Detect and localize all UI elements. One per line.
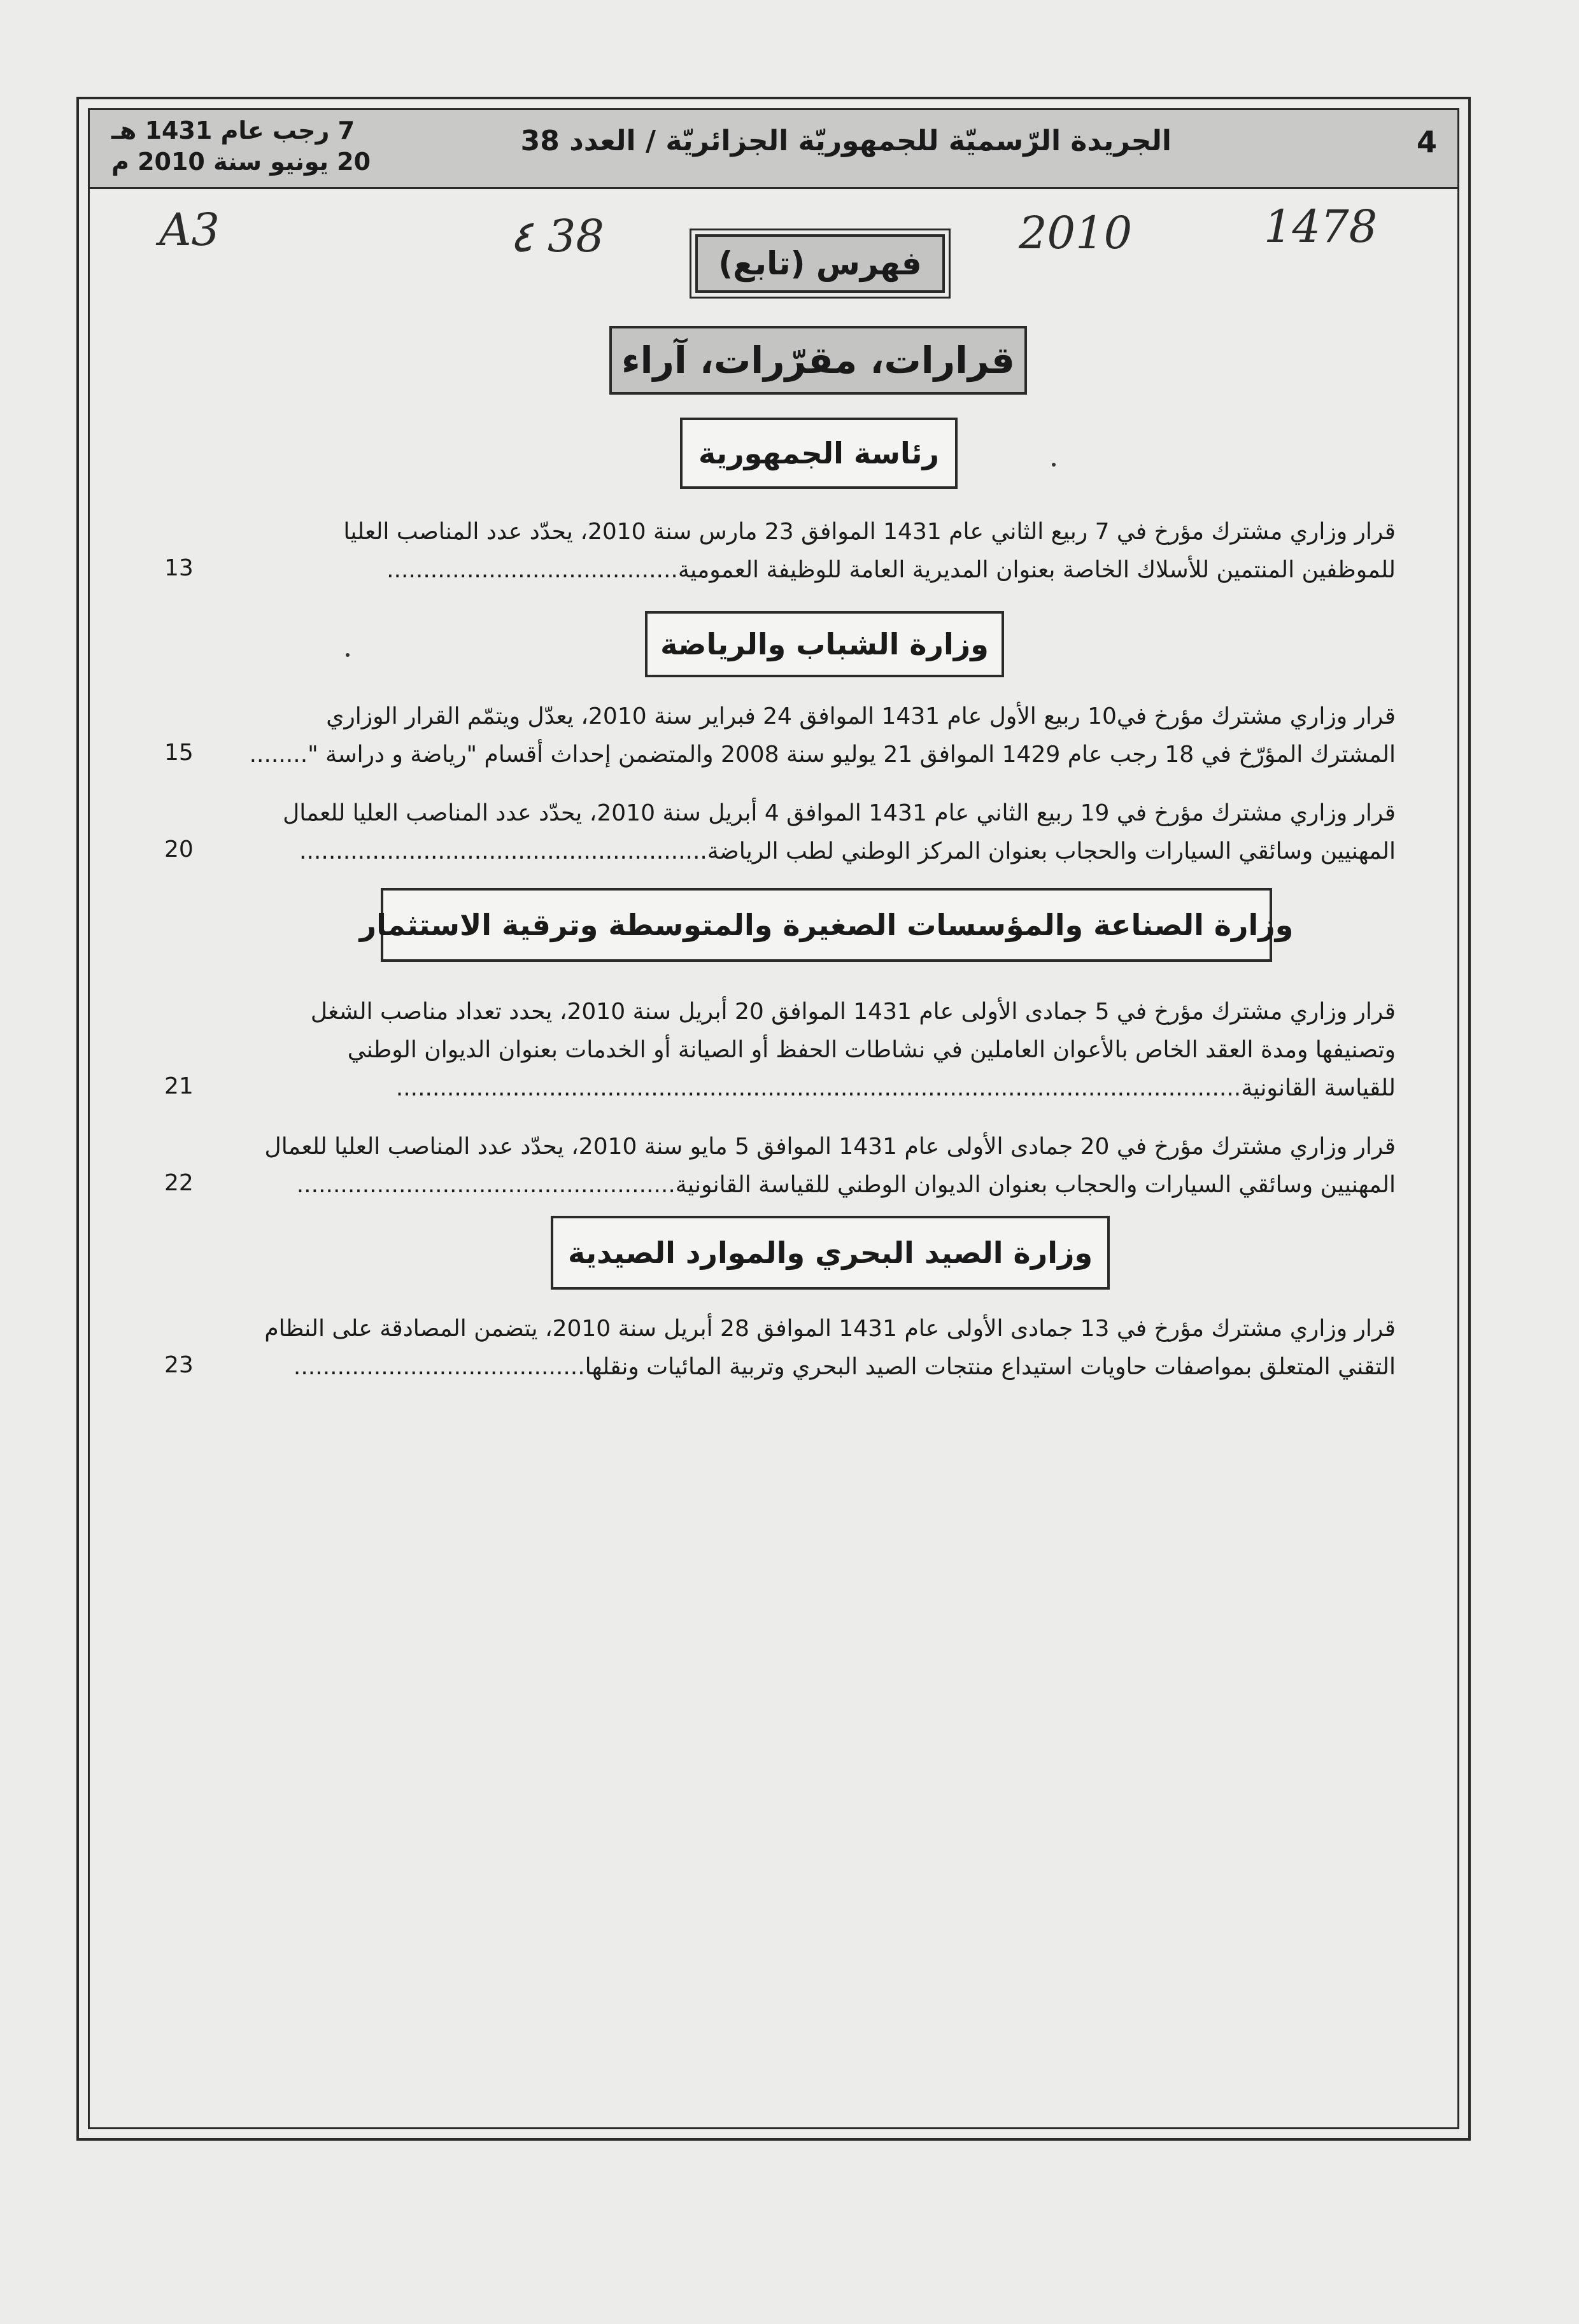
- entry-page-number: 15: [164, 740, 194, 766]
- entry-page-number: 21: [164, 1073, 194, 1099]
- entry-page-number: 20: [164, 836, 194, 863]
- section-heading-fisheries: وزارة الصيد البحري والموارد الصيدية: [551, 1216, 1110, 1290]
- speck-mark: [1052, 463, 1056, 467]
- index-entry: [199, 1310, 1396, 1386]
- gazette-title: الجريدة الرّسميّة للجمهوريّة الجزائريّة / العدد 38: [520, 125, 1172, 157]
- date-hijri: 7 رجب عام 1431 هـ: [111, 116, 355, 144]
- entry-line: قرار وزاري مشترك مؤرخ في 13 جمادى الأولى عام 1431 الموافق 28 أبريل سنة 2010، يتضمن المصادقة على النظام: [264, 1316, 1396, 1342]
- entry-page-number: 13: [164, 555, 194, 581]
- index-entry: [199, 698, 1396, 774]
- category-title: قرارات، مقرّرات، آراء: [609, 326, 1027, 395]
- entry-line: قرار وزاري مشترك مؤرخ في 19 ربيع الثاني عام 1431 الموافق 4 أبريل سنة 2010، يحدّد عدد المناصب العليا للعمال: [283, 800, 1396, 826]
- entry-line: المهنيين وسائقي السيارات والحجاب بعنوان المركز الوطني لطب الرياضة........................................................: [299, 838, 1396, 864]
- entry-line: للموظفين المنتمين للأسلاك الخاصة بعنوان المديرية العامة للوظيفة العمومية........................................: [386, 557, 1396, 583]
- entry-line: قرار وزاري مشترك مؤرخ في 20 جمادى الأولى عام 1431 الموافق 5 مايو سنة 2010، يحدّد عدد المناصب العليا للعمال: [264, 1134, 1396, 1160]
- entry-page-number: 22: [164, 1170, 194, 1196]
- entry-line: المشترك المؤرّخ في 18 رجب عام 1429 الموافق 21 يوليو سنة 2008 والمتضمن إحداث أقسام "رياضة و دراسة "........: [249, 742, 1396, 768]
- index-title: فهرس (تابع): [695, 234, 945, 293]
- handwritten-issue: 38 ٤: [509, 210, 604, 262]
- section-heading-presidency: رئاسة الجمهورية: [680, 418, 958, 489]
- page-number: 4: [1417, 125, 1438, 159]
- entry-line: المهنيين وسائقي السيارات والحجاب بعنوان الديوان الوطني للقياسة القانونية....................................................: [296, 1172, 1396, 1198]
- entry-line: قرار وزاري مشترك مؤرخ في 5 جمادى الأولى عام 1431 الموافق 20 أبريل سنة 2010، يحدد تعداد مناصب الشغل: [310, 999, 1396, 1025]
- date-gregorian: 20 يونيو سنة 2010 م: [111, 148, 371, 176]
- index-entry: [199, 1128, 1396, 1204]
- handwritten-year: 2010: [1019, 207, 1133, 259]
- entry-line: للقياسة القانونية....................................................................................................................: [395, 1075, 1396, 1101]
- handwritten-code: A3: [159, 204, 220, 256]
- index-entry: [199, 513, 1396, 589]
- page-frame-inner: [88, 108, 1459, 2129]
- handwritten-ref: 1478: [1264, 201, 1378, 253]
- speck-mark: [346, 653, 350, 657]
- entry-line: وتصنيفها ومدة العقد الخاص بالأعوان العاملين في نشاطات الحفظ أو الصيانة أو الخدمات بعنوان الديوان الوطني: [347, 1037, 1396, 1063]
- index-entry: [199, 993, 1396, 1108]
- entry-page-number: 23: [164, 1352, 194, 1378]
- section-heading-youth-sports: وزارة الشباب والرياضة: [645, 611, 1004, 677]
- entry-line: قرار وزاري مشترك مؤرخ في 7 ربيع الثاني عام 1431 الموافق 23 مارس سنة 2010، يحدّد عدد المناصب العليا: [343, 519, 1396, 545]
- entry-line: التقني المتعلق بمواصفات حاويات استيداع منتجات الصيد البحري وتربية المائيات ونقلها........................................: [293, 1354, 1396, 1380]
- section-heading-industry: وزارة الصناعة والمؤسسات الصغيرة والمتوسطة وترقية الاستثمار: [381, 888, 1272, 962]
- index-entry: [199, 794, 1396, 871]
- entry-line: قرار وزاري مشترك مؤرخ في10 ربيع الأول عام 1431 الموافق 24 فبراير سنة 2010، يعدّل ويتمّم القرار الوزاري: [326, 703, 1396, 729]
